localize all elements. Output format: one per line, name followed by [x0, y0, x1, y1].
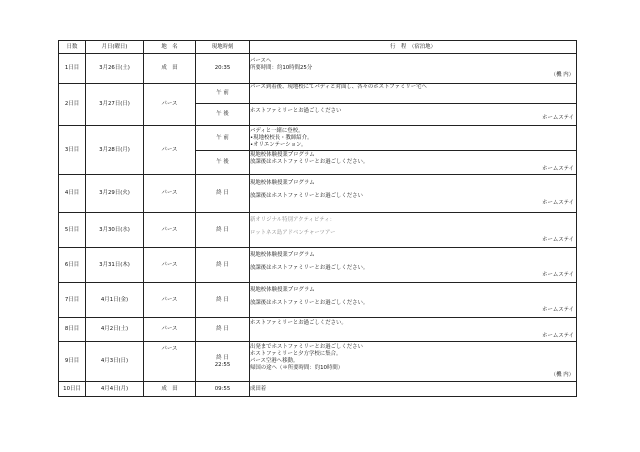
header-row [59, 41, 577, 54]
time-cell: 終 日 [196, 318, 250, 342]
plan-line: パース空港へ移動。 [250, 358, 299, 364]
header-plan: 行 程 （宿泊地） [250, 41, 577, 54]
lodging-label: ホームステイ [542, 271, 574, 278]
plan-line: 成田着 [250, 385, 267, 392]
plan-line: ホストファミリーとお過ごしください [250, 107, 342, 114]
plan-line: パース到着後、現地校にてバディと対面し、各々のホストファミリー宅へ [250, 84, 427, 90]
plan-cell [250, 54, 577, 84]
plan-line: 放課後はホストファミリーとお過ごしください [250, 193, 363, 199]
plan-cell [250, 213, 577, 248]
time-cell-am: 午 前 [196, 84, 250, 104]
table-row [59, 126, 577, 151]
plan-cell [250, 104, 577, 126]
plan-line: 帰国の途へ（＊所要時間：約10時間） [250, 365, 344, 371]
date-cell: 3月29日(火) [86, 175, 144, 213]
time-cell-pm: 午 後 [196, 151, 250, 175]
table-row [59, 54, 577, 84]
header-date: 月日(曜日) [86, 41, 144, 54]
day-cell: 5日目 [59, 213, 86, 248]
date-cell: 3月31日(木) [86, 248, 144, 283]
date-cell: 3月30日(水) [86, 213, 144, 248]
plan-cell [250, 126, 577, 151]
table-row [59, 382, 577, 397]
time-line: 終 日 [216, 354, 229, 361]
date-cell: 4月3日(日) [86, 342, 144, 382]
time-cell: 終 日 [196, 248, 250, 283]
date-cell: 3月26日(土) [86, 54, 144, 84]
lodging-label: ホームステイ [542, 236, 574, 243]
plan-line: バディと一緒に登校。 [250, 127, 304, 134]
place-cell: 成 田 [144, 382, 196, 397]
time-cell: 09:55 [196, 382, 250, 397]
date-cell: 4月2日(土) [86, 318, 144, 342]
table-row [59, 213, 577, 248]
plan-line: 現地校体験授業プログラム [250, 180, 315, 186]
plan-line: 放課後はホストファミリーとお過ごしください。 [250, 299, 369, 306]
place-cell: パース [144, 175, 196, 213]
plan-line: ロットネス島アドベンチャーツアー [250, 229, 336, 236]
time-cell: 終 日 [196, 175, 250, 213]
plan-cell [250, 151, 577, 175]
date-cell: 4月1日(金) [86, 283, 144, 318]
header-time: 現地時刻 [196, 41, 250, 54]
plan-line: 新オリジナル特別アクティビティ： [250, 216, 335, 223]
lodging-label: ホームステイ [542, 306, 574, 313]
place-cell: パース [144, 248, 196, 283]
lodging-label: ホームステイ [542, 200, 574, 206]
lodging-label: （機 内） [550, 72, 574, 78]
day-cell: 10日目 [59, 382, 86, 397]
plan-line: 現地校体験授業プログラム [250, 286, 315, 293]
time-cell: 終 日 [196, 213, 250, 248]
plan-cell [250, 342, 577, 382]
header-day: 日数 [59, 41, 86, 54]
plan-line: •現地校校長・教師紹介。 [250, 134, 313, 141]
plan-line: ホストファミリーとお過ごしください。 [250, 319, 347, 326]
day-cell: 9日目 [59, 342, 86, 382]
time-line: 22:55 [214, 361, 231, 368]
date-cell: 3月28日(月) [86, 126, 144, 175]
place-cell: パース [144, 126, 196, 175]
time-cell: 終 日 [196, 283, 250, 318]
plan-line: 現地校体験授業プログラム [250, 152, 315, 158]
lodging-label: ホームステイ [542, 114, 574, 121]
plan-line: パースへ [250, 58, 272, 64]
plan-line: 現地校体験授業プログラム [250, 251, 315, 258]
header-place: 地 名 [144, 41, 196, 54]
time-cell-am: 午 前 [196, 126, 250, 151]
place-cell: パース [144, 318, 196, 342]
plan-cell [250, 175, 577, 213]
itinerary-table [58, 40, 577, 397]
place-cell: 成 田 [144, 54, 196, 84]
plan-line: •オリエンテーション。 [250, 141, 307, 148]
time-cell-pm: 午 後 [196, 104, 250, 126]
day-cell: 3日目 [59, 126, 86, 175]
table-row [59, 248, 577, 283]
plan-line: 放課後はホストファミリーとお過ごしください。 [250, 159, 369, 165]
time-cell: 20:35 [196, 54, 250, 84]
plan-cell [250, 382, 577, 397]
plan-cell [250, 84, 577, 104]
place-cell: パース [144, 84, 196, 126]
lodging-label: （機 内） [550, 372, 574, 378]
day-cell: 1日目 [59, 54, 86, 84]
plan-line: 放課後はホストファミリーとお過ごしください。 [250, 264, 369, 271]
plan-cell [250, 318, 577, 342]
lodging-label: ホームステイ [542, 166, 574, 172]
date-cell: 4月4日(月) [86, 382, 144, 397]
date-cell: 3月27日(日) [86, 84, 144, 126]
day-cell: 2日目 [59, 84, 86, 126]
place-cell: パース [144, 213, 196, 248]
day-cell: 4日目 [59, 175, 86, 213]
table-row [59, 318, 577, 342]
plan-line: 所要時間：約10時間25分 [250, 65, 313, 71]
plan-cell [250, 283, 577, 318]
table-row [59, 84, 577, 104]
table-row [59, 175, 577, 213]
day-cell: 6日目 [59, 248, 86, 283]
lodging-label: ホームステイ [542, 332, 574, 339]
place-cell: パース [144, 283, 196, 318]
place-cell: パース [144, 342, 196, 382]
day-cell: 7日目 [59, 283, 86, 318]
table-row [59, 342, 577, 382]
table-row [59, 283, 577, 318]
plan-line: ホストファミリーと夕方学校に集合。 [250, 351, 342, 357]
plan-cell [250, 248, 577, 283]
time-cell [196, 342, 250, 382]
day-cell: 8日目 [59, 318, 86, 342]
plan-line: 出発までホストファミリーとお過ごしください [250, 344, 363, 350]
